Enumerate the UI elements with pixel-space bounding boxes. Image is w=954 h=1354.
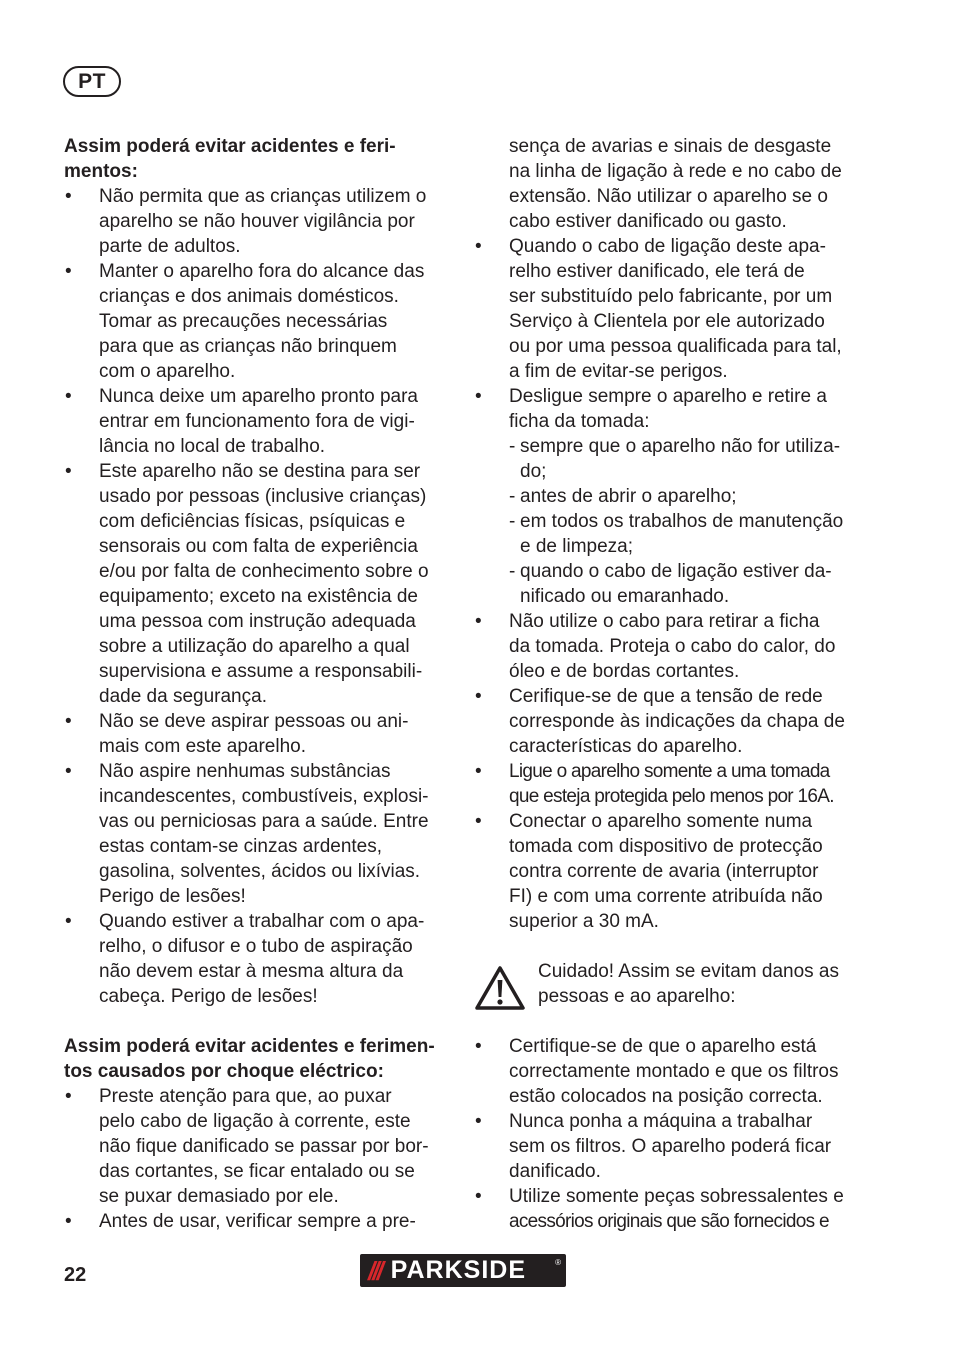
list-item: • Quando o cabo de ligação deste apa- relho estiver danificado, ele terá de ser substituído pelo fabricante, por um Serviço à Clientela por ele autorizado ou por uma pessoa qualificada para tal, a fim de evitar-se perigos. — [474, 234, 864, 384]
list-item: • Este aparelho não se destina para ser usado por pessoas (inclusive crianças) com deficiências físicas, psíquicas e sensorais ou com falta de experiência e/ou por falta de conhecimento sobre o equipamento; exceto na existência de uma pessoa com instrução adequada sobre a utilização do aparelho a qual supervisiona e assume a responsabili- dade da segurança. — [64, 459, 452, 709]
bullet-list-filters — [474, 1034, 864, 1234]
logo-slashes: /// — [368, 1255, 381, 1286]
list-item: • Nunca deixe um aparelho pronto para entrar em funcionamento fora de vigi- lância no local de trabalho. — [64, 384, 452, 459]
warning-triangle-icon — [474, 965, 526, 1011]
list-item: • Conectar o aparelho somente numa tomada com dispositivo de protecção contra corrente de avaria (interruptor FI) e com uma corrente atribuída não superior a 30 mA. — [474, 809, 864, 934]
list-item: • Não se deve aspirar pessoas ou ani- mais com este aparelho. — [64, 709, 452, 759]
list-item: • Quando estiver a trabalhar com o apa- relho, o difusor e o tubo de aspiração não devem estar à mesma altura da cabeça. Perigo de lesões! — [64, 909, 452, 1009]
heading-accidents: Assim poderá evitar acidentes e feri- mentos: — [64, 136, 396, 182]
list-item: • Cerifique-se de que a tensão de rede corresponde às indicações da chapa de características do aparelho. — [474, 684, 864, 759]
list-item: • Não permita que as crianças utilizem o aparelho se não houver vigilância por parte de adultos. — [64, 184, 452, 259]
language-badge — [63, 66, 121, 97]
warning-text: Cuidado! Assim se evitam danos as pessoas e ao aparelho: — [538, 961, 839, 1007]
sub-item: - antes de abrir o aparelho; — [509, 486, 737, 507]
list-item: • Ligue o aparelho somente a uma tomada que esteja protegida pelo menos por 16A. — [474, 759, 864, 809]
list-item: • Utilize somente peças sobressalentes e acessórios originais que são fornecidos e — [474, 1184, 864, 1234]
language-code: PT — [78, 70, 106, 93]
left-column — [64, 134, 452, 1234]
list-item: • Manter o aparelho fora do alcance das crianças e dos animais domésticos. Tomar as precauções necessárias para que as crianças não brinquem com o aparelho. — [64, 259, 452, 384]
heading-electric-shock: Assim poderá evitar acidentes e ferimen- tos causados por choque eléctrico: — [64, 1036, 435, 1082]
list-item: • Preste atenção para que, ao puxar pelo cabo de ligação à corrente, este não fique danificado se passar por bor- das cortantes, se ficar entalado ou se se puxar demasiado por ele. — [64, 1084, 452, 1209]
sub-item: - quando o cabo de ligação estiver da- nificado ou emaranhado. — [509, 561, 832, 607]
continued-paragraph: sença de avarias e sinais de desgaste na linha de ligação à rede e no cabo de extensão. Não utilizar o aparelho se o cabo estiver danificado ou gasto. — [509, 136, 842, 232]
warning-note — [474, 959, 864, 1034]
bullet-list-cable — [474, 234, 864, 934]
parkside-logo — [360, 1254, 566, 1287]
right-column — [474, 134, 864, 1234]
list-item: • Nunca ponha a máquina a trabalhar sem os filtros. O aparelho poderá ficar danificado. — [474, 1109, 864, 1184]
bullet-list-accidents — [64, 184, 452, 1009]
list-item: • Não aspire nenhumas substâncias incandescentes, combustíveis, explosi- vas ou perniciosas para a saúde. Entre estas contam-se cinzas ardentes, gasolina, solventes, ácidos ou lixívias. Perigo de lesões! — [64, 759, 452, 909]
list-item: • Certifique-se de que o aparelho está correctamente montado e que os filtros estão colocados na posição correcta. — [474, 1034, 864, 1109]
list-item: • Não utilize o cabo para retirar a ficha da tomada. Proteja o cabo do calor, do óleo e de bordas cortantes. — [474, 609, 864, 684]
logo-registered-mark: ® — [555, 1258, 561, 1267]
list-item: • Antes de usar, verificar sempre a pre- — [64, 1209, 452, 1234]
sub-item: - em todos os trabalhos de manutenção e de limpeza; — [509, 511, 844, 557]
sub-item: - sempre que o aparelho não for utiliza- do; — [509, 436, 841, 482]
page-number: 22 — [64, 1264, 87, 1286]
list-item: • Desligue sempre o aparelho e retire a ficha da tomada: - sempre que o aparelho não for utiliza- do; - antes de abrir o aparelho; - em todos os trabalhos de manutenção e de limpeza; - quando o cabo de ligação estiver da- nificado ou emaranhado. — [474, 384, 864, 609]
bullet-list-electric — [64, 1084, 452, 1234]
logo-brand-name: PARKSIDE — [390, 1256, 527, 1284]
